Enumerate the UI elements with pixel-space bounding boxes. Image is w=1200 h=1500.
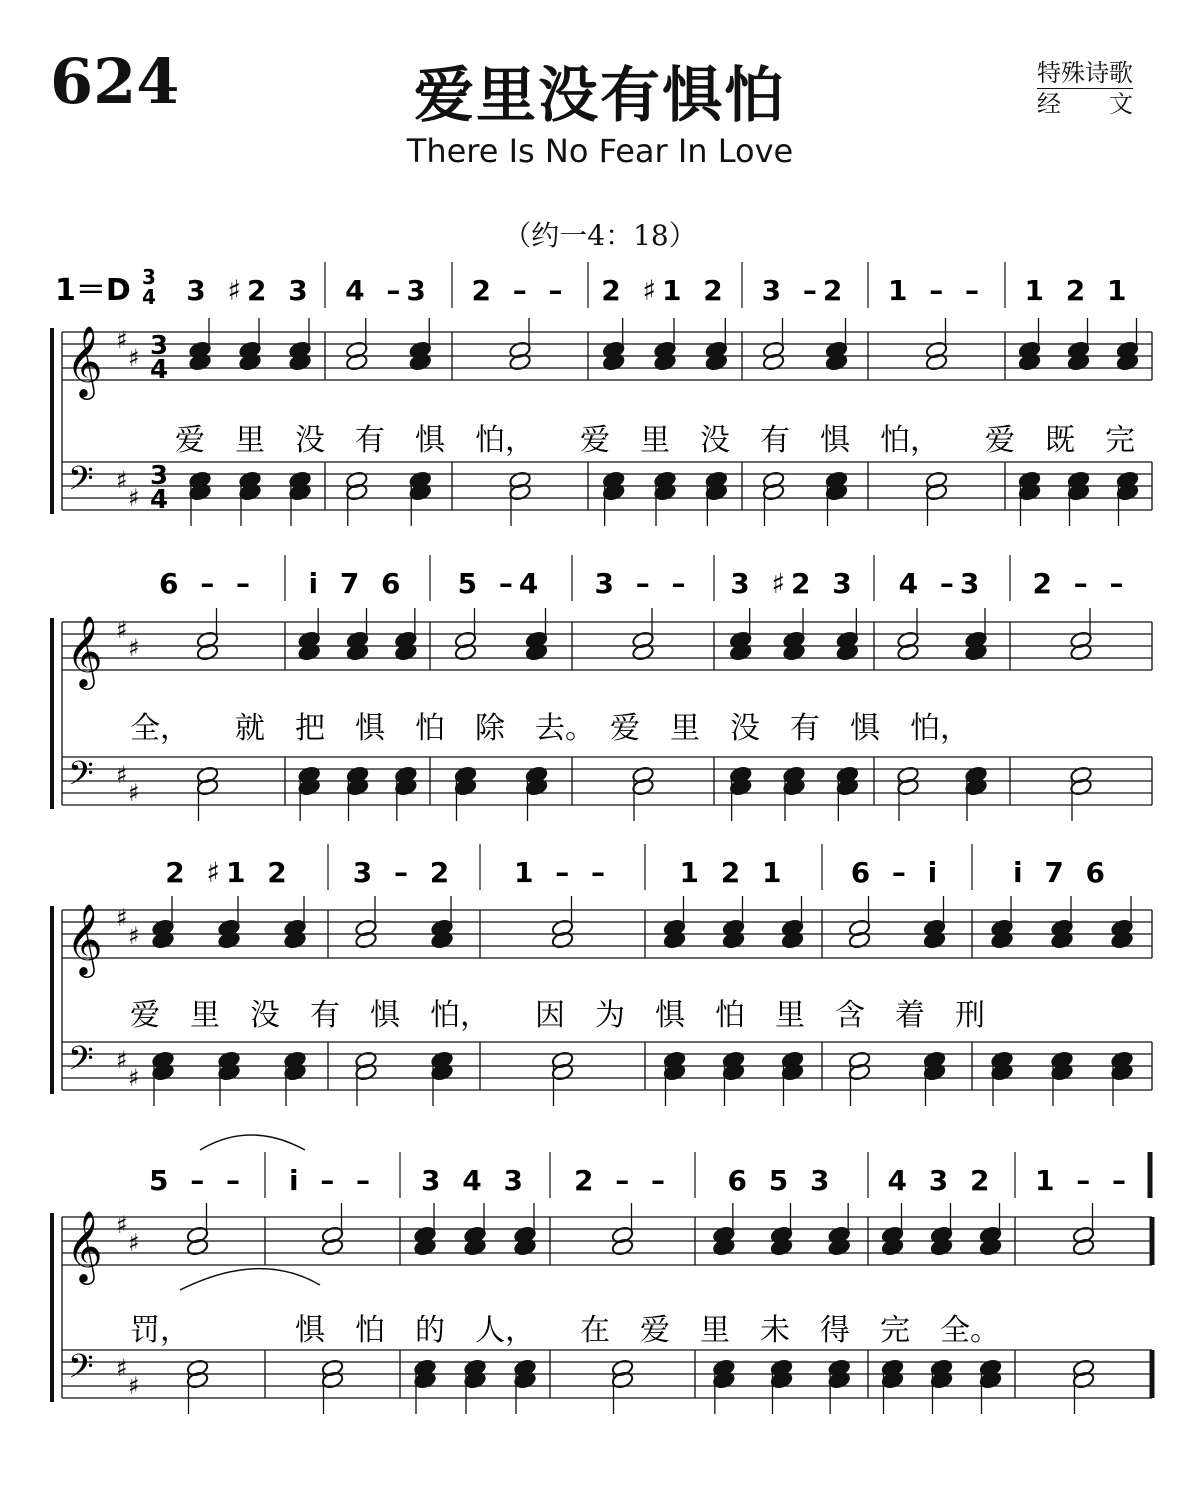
key-sharp-icon: ♯ <box>128 922 140 950</box>
treble-clef-icon: 𝄞 <box>66 902 103 975</box>
key-sharp-icon: ♯ <box>116 1046 128 1074</box>
time-sig-bottom: 4 <box>150 485 169 515</box>
key-sharp-icon: ♯ <box>128 779 140 807</box>
scripture-reference: （约一4：18） <box>503 219 697 252</box>
treble-clef-icon: 𝄞 <box>66 1209 103 1282</box>
time-sig-top: 3 <box>150 331 169 361</box>
title-chinese: 爱里没有惧怕 <box>414 61 786 131</box>
numbered-notation-measure: 3 – – <box>594 567 692 600</box>
key-sharp-icon: ♯ <box>116 616 128 644</box>
numbered-notation-measure: 1 2 1 <box>1024 274 1133 307</box>
key-sharp-icon: ♯ <box>128 634 140 662</box>
bass-clef-icon: 𝄢 <box>68 755 94 801</box>
numbered-notation-measure: 4 –3 <box>898 567 986 600</box>
bass-clef-icon: 𝄢 <box>68 1040 94 1086</box>
hymn-number: 624 <box>50 45 180 118</box>
numbered-notation-measure: 3 ♯2 3 <box>730 567 858 600</box>
category-line-2: 经 文 <box>1037 90 1133 118</box>
numbered-notation-measure: 6 5 3 <box>727 1164 836 1197</box>
bass-clef-icon: 𝄢 <box>68 1348 94 1394</box>
numbered-notation-measure: 2 ♯1 2 <box>165 856 293 889</box>
numbered-notation-measure: 1 – – <box>514 856 611 889</box>
bass-clef-icon: 𝄢 <box>68 460 94 506</box>
treble-clef-icon: 𝄞 <box>66 324 103 397</box>
lyrics-line: 爱 里 没 有 惧 怕， 因 为 惧 怕 里 含 着 刑 <box>130 998 985 1033</box>
numbered-notation-measure: 1 – – <box>1035 1164 1132 1197</box>
numbered-notation-measure: 2 – – <box>471 274 569 307</box>
key-sharp-icon: ♯ <box>128 344 140 372</box>
time-sig-bottom: 4 <box>150 355 169 385</box>
numbered-notation-measure: i 7 6 <box>1012 856 1112 889</box>
numbered-notation-measure: 3 ♯2 3 <box>186 274 314 307</box>
key-signature: 1＝D <box>55 273 131 308</box>
numbered-notation-measure: 2 ♯1 2 <box>601 274 729 307</box>
numbered-notation-measure: 3 4 3 <box>421 1164 529 1197</box>
key-sharp-icon: ♯ <box>128 1372 140 1400</box>
numbered-notation-measure: i 7 6 <box>308 567 407 600</box>
numbered-notation-measure: 2 – – <box>574 1164 671 1197</box>
numbered-notation-measure: 3 –2 <box>761 274 849 307</box>
key-sharp-icon: ♯ <box>116 904 128 932</box>
category-line-1: 特殊诗歌 <box>1037 59 1133 87</box>
key-sharp-icon: ♯ <box>116 761 128 789</box>
numbered-notation-measure: 6 – i <box>850 856 944 889</box>
numbered-notation-measure: 5 –4 <box>457 567 545 600</box>
time-sig-top: 3 <box>142 265 156 289</box>
numbered-notation-measure: 2 – – <box>1032 567 1130 600</box>
numbered-notation-measure: i – – <box>288 1164 377 1197</box>
key-sharp-icon: ♯ <box>116 1211 128 1239</box>
key-sharp-icon: ♯ <box>128 1064 140 1092</box>
treble-clef-icon: 𝄞 <box>66 614 103 687</box>
time-sig-top: 3 <box>150 461 169 491</box>
key-sharp-icon: ♯ <box>116 326 128 354</box>
key-sharp-icon: ♯ <box>116 466 128 494</box>
slur <box>200 1135 305 1150</box>
lyrics-line: 全， 就 把 惧 怕 除 去。 爱 里 没 有 惧 怕， <box>130 711 970 746</box>
key-sharp-icon: ♯ <box>128 1229 140 1257</box>
numbered-notation-measure: 4 –3 <box>345 274 432 307</box>
title-english: There Is No Fear In Love <box>406 132 794 170</box>
numbered-notation-measure: 1 2 1 <box>679 856 788 889</box>
time-sig-bottom: 4 <box>142 285 156 309</box>
key-sharp-icon: ♯ <box>116 1354 128 1382</box>
numbered-notation-measure: 5 – – <box>149 1164 246 1197</box>
key-sharp-icon: ♯ <box>128 484 140 512</box>
numbered-notation-measure: 3 – 2 <box>352 856 456 889</box>
numbered-notation-measure: 1 – – <box>888 274 985 307</box>
slur <box>180 1269 320 1290</box>
lyrics-line: 爱 里 没 有 惧 怕， 爱 里 没 有 惧 怕， 爱 既 完 <box>175 423 1135 458</box>
numbered-notation-measure: 6 – – <box>159 567 256 600</box>
numbered-notation-measure: 4 3 2 <box>887 1164 996 1197</box>
lyrics-line: 罚， 惧 怕 的 人， 在 爱 里 未 得 完 全。 <box>130 1313 1000 1348</box>
